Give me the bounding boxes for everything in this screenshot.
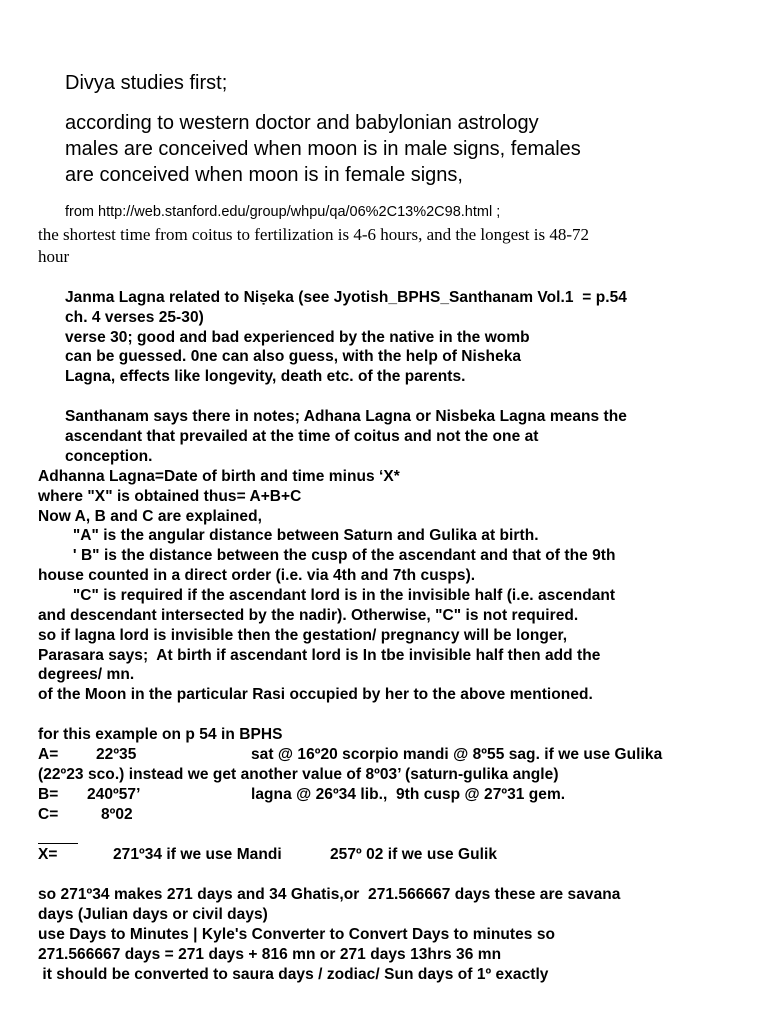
example-heading: for this example on p 54 in BPHS bbox=[38, 726, 283, 743]
sum-rule bbox=[38, 843, 78, 844]
conclusion-line: it should be converted to saura days / zodiac/ Sun days of 1º exactly bbox=[38, 966, 549, 983]
example-b-label: B= bbox=[38, 786, 59, 803]
intro-line: according to western doctor and babylonian astrology bbox=[65, 112, 539, 134]
example-x-alt: 257º 02 if we use Gulik bbox=[330, 846, 498, 863]
example-a-label: A= bbox=[38, 746, 59, 763]
formula-line: and descendant intersected by the nadir). Otherwise, "C" is not required. bbox=[38, 607, 579, 624]
santhanam-line: Santhanam says there in notes; Adhana Lagna or Nisbeka Lagna means the bbox=[65, 408, 627, 425]
formula-line: of the Moon in the particular Rasi occupied by her to the above mentioned. bbox=[38, 686, 593, 703]
formula-line: degrees/ mn. bbox=[38, 666, 135, 683]
example-a-note-2: (22º23 sco.) instead we get another value of 8º03’ (saturn-gulika angle) bbox=[38, 766, 559, 783]
conclusion-line: so 271º34 makes 271 days and 34 Ghatis,or 271.566667 days these are savana bbox=[38, 886, 621, 903]
santhanam-line: conception. bbox=[65, 448, 153, 465]
example-b-note: lagna @ 26º34 lib., 9th cusp @ 27º31 gem. bbox=[251, 786, 566, 803]
conclusion-line: days (Julian days or civil days) bbox=[38, 906, 268, 923]
example-x-value: 271º34 if we use Mandi bbox=[113, 846, 282, 863]
formula-line: "C" is required if the ascendant lord is in the invisible half (i.e. ascendant bbox=[38, 587, 616, 604]
formula-line: house counted in a direct order (i.e. via 4th and 7th cusps). bbox=[38, 567, 476, 584]
formula-line: ' B" is the distance between the cusp of the ascendant and that of the 9th bbox=[38, 547, 616, 564]
formula-line: Adhanna Lagna=Date of birth and time minus ‘X* bbox=[38, 468, 400, 485]
example-b-value: 240º57’ bbox=[87, 786, 141, 803]
janma-line: Lagna, effects like longevity, death etc. of the parents. bbox=[65, 368, 466, 385]
santhanam-line: ascendant that prevailed at the time of coitus and not the one at bbox=[65, 428, 539, 445]
example-a-note: sat @ 16º20 scorpio mandi @ 8º55 sag. if we use Gulika bbox=[251, 746, 663, 763]
fertilization-line: hour bbox=[38, 247, 70, 266]
example-a-value: 22º35 bbox=[96, 746, 137, 763]
example-c-value: 8º02 bbox=[101, 806, 133, 823]
fertilization-line: the shortest time from coitus to fertilization is 4-6 hours, and the longest is 48-72 bbox=[38, 225, 589, 244]
document-title: Divya studies first; bbox=[65, 72, 228, 94]
conclusion-line: use Days to Minutes | Kyle's Converter to Convert Days to minutes so bbox=[38, 926, 556, 943]
janma-line: Janma Lagna related to Niṣeka (see Jyotish_BPHS_Santhanam Vol.1 = p.54 bbox=[65, 289, 627, 306]
formula-line: "A" is the angular distance between Saturn and Gulika at birth. bbox=[38, 527, 539, 544]
formula-line: Now A, B and C are explained, bbox=[38, 508, 262, 525]
example-c-label: C= bbox=[38, 806, 59, 823]
source-url: from http://web.stanford.edu/group/whpu/qa/06%2C13%2C98.html ; bbox=[65, 204, 501, 220]
janma-line: can be guessed. 0ne can also guess, with the help of Nisheka bbox=[65, 348, 522, 365]
formula-line: so if lagna lord is invisible then the gestation/ pregnancy will be longer, bbox=[38, 627, 568, 644]
janma-line: ch. 4 verses 25-30) bbox=[65, 309, 204, 326]
intro-line: are conceived when moon is in female signs, bbox=[65, 164, 463, 186]
conclusion-line: 271.566667 days = 271 days + 816 mn or 271 days 13hrs 36 mn bbox=[38, 946, 502, 963]
example-x-label: X= bbox=[38, 846, 58, 863]
janma-line: verse 30; good and bad experienced by the native in the womb bbox=[65, 329, 530, 346]
formula-line: Parasara says; At birth if ascendant lord is In tbe invisible half then add the bbox=[38, 647, 601, 664]
formula-line: where "X" is obtained thus= A+B+C bbox=[38, 488, 302, 505]
intro-line: males are conceived when moon is in male signs, females bbox=[65, 138, 581, 160]
